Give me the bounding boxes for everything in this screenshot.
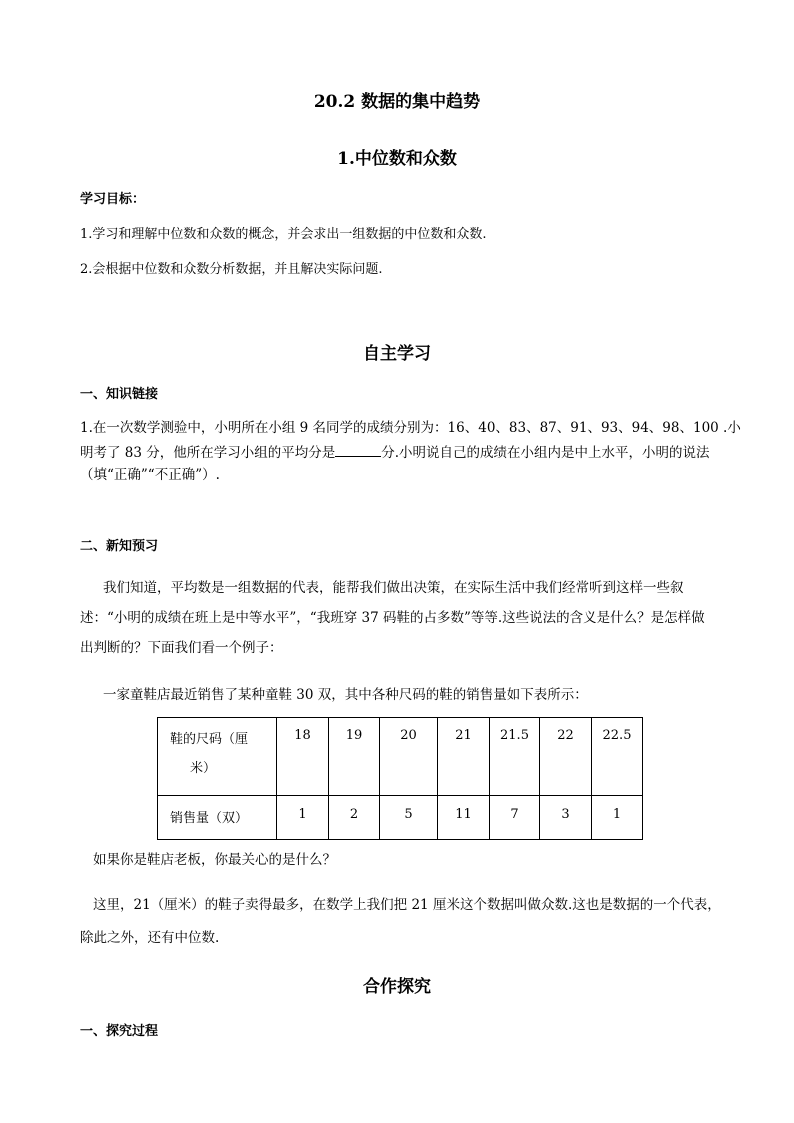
table-cell: 1 xyxy=(277,796,329,840)
answer-blank[interactable] xyxy=(335,444,381,457)
part1-heading: 一、知识链接 xyxy=(80,387,159,402)
table-cell: 18 xyxy=(277,718,329,796)
table-row xyxy=(158,796,643,840)
table-intro-line: 一家童鞋店最近销售了某种童鞋 30 双，其中各种尺码的鞋的销售量如下表所示： xyxy=(103,687,588,703)
part2-heading: 二、新知预习 xyxy=(80,539,159,554)
part2-line-1: 我们知道，平均数是一组数据的代表，能帮我们做出决策，在实际生活中我们经常听到这样一些叙 xyxy=(103,580,684,596)
size-label-a: 鞋的尺码（厘 xyxy=(170,732,249,747)
objectives-heading: 学习目标： xyxy=(80,192,146,207)
part1-line-1: 1.在一次数学测验中，小明所在小组 9 名同学的成绩分别为：16、40、83、87、91、93、94、98、100 .小 xyxy=(80,420,741,436)
page-title: 20.2 数据的集中趋势 xyxy=(313,92,481,112)
shoe-sales-table xyxy=(157,717,643,840)
table-header-size xyxy=(158,718,277,796)
table-cell: 22 xyxy=(540,718,592,796)
part1-line-3: （填“正确”“不正确”）. xyxy=(80,467,220,483)
table-cell: 5 xyxy=(380,796,438,840)
part1-line-2a: 明考了 83 分，他所在学习小组的平均分是 xyxy=(80,445,336,461)
part2-line-3: 出判断的？下面我们看一个例子： xyxy=(80,640,283,656)
table-cell: 21.5 xyxy=(490,718,540,796)
part1-line-2 xyxy=(80,441,710,461)
table-cell: 22.5 xyxy=(592,718,643,796)
part1-line-2b: 分.小明说自己的成绩在小组内是中上水平，小明的说法 xyxy=(381,445,710,461)
table-cell: 3 xyxy=(540,796,592,840)
table-cell: 19 xyxy=(329,718,380,796)
objective-1: 1.学习和理解中位数和众数的概念，并会求出一组数据的中位数和众数. xyxy=(80,227,487,242)
table-cell: 20 xyxy=(380,718,438,796)
size-label-b: 米） xyxy=(190,761,217,776)
objective-2: 2.会根据中位数和众数分析数据，并且解决实际问题. xyxy=(80,262,383,277)
table-cell: 1 xyxy=(592,796,643,840)
page-subtitle: 1.中位数和众数 xyxy=(337,149,457,169)
part3-heading: 一、探究过程 xyxy=(80,1024,159,1039)
table-cell: 11 xyxy=(438,796,490,840)
explain-line-1: 这里，21（厘米）的鞋子卖得最多，在数学上我们把 21 厘米这个数据叫做众数.这也是数据的一个代表， xyxy=(93,897,721,913)
table-header-sales: 销售量（双） xyxy=(158,796,277,840)
explain-line-2: 除此之外，还有中位数. xyxy=(80,930,220,946)
question-line: 如果你是鞋店老板，你最关心的是什么？ xyxy=(93,852,336,868)
table-cell: 21 xyxy=(438,718,490,796)
table-cell: 2 xyxy=(329,796,380,840)
section-heading-self-study: 自主学习 xyxy=(363,344,431,364)
section-heading-cooperation: 合作探究 xyxy=(363,977,431,997)
table-row xyxy=(158,718,643,796)
part2-line-2: 述：“小明的成绩在班上是中等水平”，“我班穿 37 码鞋的占多数”等等.这些说法的含义是什么？是怎样做 xyxy=(80,610,705,626)
table-cell: 7 xyxy=(490,796,540,840)
